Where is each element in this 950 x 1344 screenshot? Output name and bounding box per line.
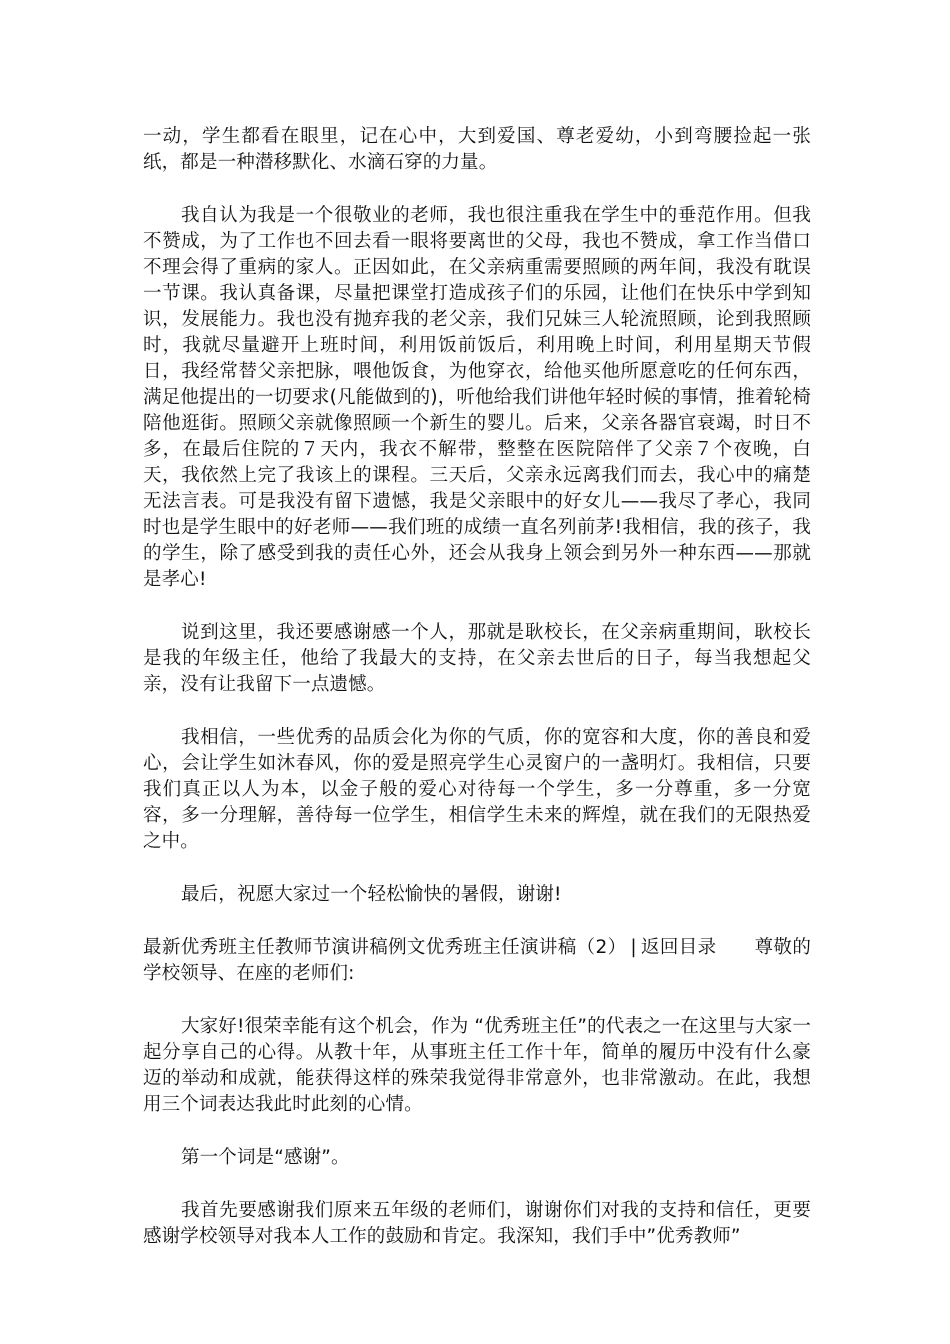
section-title: 最新优秀班主任教师节演讲稿例文优秀班主任演讲稿（2）: [143, 937, 627, 958]
paragraph-7: 大家好!很荣幸能有这个机会，作为 “优秀班主任”的代表之一在这里与大家一起分享自己的心得。从教十年，从事班主任工作十年，简单的履历中没有什么豪迈的举动和成就，能获得这样的殊荣我觉得非常意外，也非常激动。在此，我想用三个词表达我此时此刻的心情。: [143, 1016, 811, 1115]
paragraph-1: 一动，学生都看在眼里，记在心中，大到爱国、尊老爱幼，小到弯腰捡起一张纸，都是一种潜移默化、水滴石穿的力量。: [143, 126, 811, 173]
salutation: 尊敬的学校领导、在座的老师们:: [143, 937, 811, 984]
paragraph-2: 我自认为我是一个很敬业的老师，我也很注重我在学生中的垂范作用。但我不赞成，为了工作也不回去看一眼将要离世的父母，我也不赞成，拿工作当借口不理会得了重病的家人。正因如此，在父亲病重需要照顾的两年间，我没有耽误一节课。我认真备课，尽量把课堂打造成孩子们的乐园，让他们在快乐中学到知识，发展能力。我也没有抛弃我的老父亲，我们兄妹三人轮流照顾，论到我照顾时，我就尽量避开上班时间，利用饭前饭后，利用晚上时间，利用星期天节假日，我经常替父亲把脉，喂他饭食，为他穿衣，给他买他所愿意吃的任何东西，满足他提出的一切要求(凡能做到的)，听他给我们讲他年轻时候的事情，推着轮椅陪他逛街。照顾父亲就像照顾一个新生的婴儿。后来，父亲各器官衰竭，时日不多，在最后住院的７天内，我衣不解带，整整在医院陪伴了父亲７个夜晚，白天，我依然上完了我该上的课程。三天后，父亲永远离我们而去，我心中的痛楚无法言表。可是我没有留下遗憾，我是父亲眼中的好女儿——我尽了孝心，我同时也是学生眼中的好老师——我们班的成绩一直名列前茅!我相信，我的孩子，我的学生，除了感受到我的责任心外，还会从我身上领会到另外一种东西——那就是孝心!: [143, 205, 811, 590]
paragraph-5: 最后，祝愿大家过一个轻松愉快的暑假，谢谢!: [181, 884, 562, 905]
paragraph-9: 我首先要感谢我们原来五年级的老师们，谢谢你们对我的支持和信任，更要感谢学校领导对我本人工作的鼓励和肯定。我深知，我们手中”优秀教师”: [143, 1200, 811, 1247]
back-to-contents-link[interactable]: 返回目录: [640, 937, 717, 958]
document-body: [143, 124, 811, 1250]
title-separator: |: [630, 937, 637, 958]
section-heading: [143, 935, 811, 987]
paragraph-3: 说到这里，我还要感谢感一个人，那就是耿校长，在父亲病重期间，耿校长是我的年级主任，他给了我最大的支持，在父亲去世后的日子，每当我想起父亲，没有让我留下一点遗憾。: [143, 622, 811, 695]
paragraph-8: 第一个词是“感谢”。: [181, 1147, 350, 1168]
paragraph-4: 我相信，一些优秀的品质会化为你的气质，你的宽容和大度，你的善良和爱心，会让学生如沐春风，你的爱是照亮学生心灵窗户的一盏明灯。我相信，只要我们真正以人为本，以金子般的爱心对待每一个学生，多一分尊重，多一分宽容，多一分理解，善待每一位学生，相信学生未来的辉煌，就在我们的无限热爱之中。: [143, 727, 811, 852]
